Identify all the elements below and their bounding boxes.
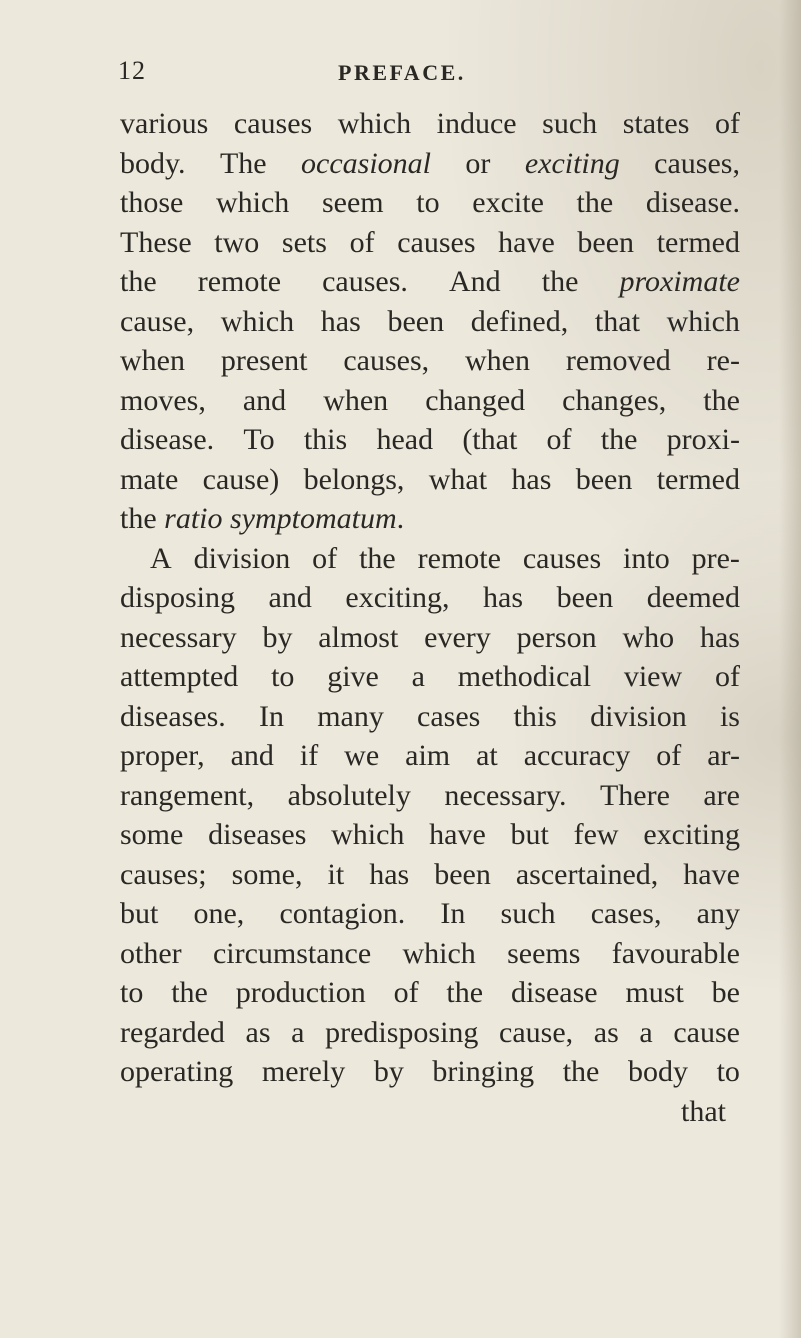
text-fragment: has — [320, 304, 361, 338]
text-fragment: some, — [231, 857, 303, 891]
text-fragment: been — [575, 462, 633, 496]
text-fragment: such — [542, 107, 598, 140]
text-fragment: ar- — [707, 739, 740, 772]
text-fragment: disease — [510, 976, 598, 1009]
text-line — [120, 499, 740, 539]
text-line — [120, 697, 740, 737]
text-fragment: the — [359, 541, 396, 575]
text-fragment: but — [120, 897, 159, 930]
text-fragment: when — [323, 383, 389, 417]
text-fragment: which — [337, 107, 412, 140]
text-fragment: as — [593, 1015, 619, 1049]
text-fragment: to — [716, 1055, 740, 1088]
text-fragment: and — [242, 383, 287, 417]
text-fragment: many — [317, 699, 384, 733]
text-fragment: moves, — [120, 383, 206, 417]
text-fragment: changed — [425, 383, 526, 417]
text-fragment: seems — [507, 936, 581, 970]
text-fragment: mate — [120, 462, 179, 496]
text-fragment: have — [498, 225, 555, 259]
text-fragment: has — [699, 620, 740, 654]
text-fragment: as — [245, 1015, 271, 1049]
text-fragment: be — [711, 976, 740, 1009]
text-fragment: give — [327, 660, 379, 693]
text-fragment: excite — [472, 186, 544, 219]
text-fragment: a — [639, 1015, 653, 1049]
text-fragment: exciting, — [345, 581, 450, 614]
text-fragment: termed — [656, 462, 740, 496]
italic-term-exciting: exciting — [524, 146, 620, 180]
text-fragment: of — [656, 739, 682, 772]
text-fragment: And — [448, 265, 501, 298]
text-fragment: but — [510, 818, 549, 851]
text-fragment: proper, — [120, 739, 205, 772]
text-fragment: cause, — [499, 1015, 574, 1049]
text-fragment: the — [600, 423, 638, 456]
text-fragment: necessary. — [444, 778, 567, 812]
text-fragment: contagion. — [279, 897, 406, 930]
text-fragment: cause — [673, 1015, 740, 1049]
text-fragment: must — [625, 976, 684, 1009]
text-fragment: has — [483, 581, 524, 614]
text-fragment: the — [562, 1055, 600, 1088]
page-number: 12 — [118, 56, 146, 85]
text-fragment: has — [511, 462, 552, 496]
running-head: PREFACE. — [338, 60, 466, 85]
italic-term-proximate: proximate — [619, 265, 740, 298]
text-fragment: cases, — [590, 897, 662, 930]
text-fragment: various — [120, 107, 209, 140]
text-fragment: other — [120, 936, 182, 970]
text-fragment: production — [235, 976, 366, 1009]
italic-term-occasional: occasional — [301, 146, 431, 180]
text-line — [120, 262, 740, 302]
text-fragment: we — [344, 739, 380, 772]
text-fragment: a — [411, 660, 425, 693]
text-line — [120, 578, 740, 618]
text-line — [120, 223, 740, 263]
text-fragment: any — [696, 897, 740, 930]
text-line — [120, 460, 740, 500]
text-fragment: causes — [522, 541, 602, 575]
text-fragment: aim — [405, 739, 451, 772]
text-fragment: disease. — [120, 423, 215, 456]
text-line — [120, 815, 740, 855]
text-line — [120, 183, 740, 223]
text-fragment: diseases — [208, 818, 307, 851]
text-fragment: one, — [193, 897, 245, 930]
text-fragment: belongs, — [303, 462, 405, 496]
text-fragment: of — [312, 541, 338, 575]
text-fragment: remote — [417, 541, 501, 575]
text-line — [120, 894, 740, 934]
text-fragment: the — [120, 502, 165, 535]
text-fragment: to — [120, 976, 144, 1009]
text-fragment: which — [331, 818, 405, 851]
text-fragment: operating — [120, 1055, 234, 1088]
text-fragment: states — [622, 107, 690, 140]
text-fragment: proxi- — [666, 423, 740, 456]
text-fragment: and — [268, 581, 312, 614]
text-fragment: The — [219, 146, 267, 180]
text-line — [120, 144, 740, 184]
text-fragment: of — [714, 107, 740, 140]
text-fragment: to — [271, 660, 295, 693]
text-fragment: causes. — [322, 265, 408, 298]
text-fragment: that — [594, 304, 640, 338]
text-fragment: a — [291, 1015, 305, 1049]
page-header — [0, 56, 801, 92]
text-fragment: or — [465, 146, 491, 180]
text-fragment: head — [376, 423, 434, 456]
text-fragment: ascertained, — [515, 857, 659, 891]
text-fragment: the — [446, 976, 484, 1009]
text-fragment: division — [193, 541, 291, 575]
text-fragment: at — [476, 739, 498, 772]
text-fragment: been — [556, 581, 614, 614]
text-fragment: those — [120, 186, 184, 219]
text-fragment: when — [120, 344, 185, 377]
text-fragment: seem — [321, 186, 384, 219]
text-fragment: pre- — [691, 541, 740, 575]
text-line — [120, 302, 740, 342]
text-fragment: rangement, — [120, 778, 255, 812]
text-fragment: To — [243, 423, 275, 456]
text-fragment: body — [627, 1055, 688, 1088]
text-fragment: view — [623, 660, 683, 693]
text-fragment: There — [599, 778, 670, 812]
text-fragment: remote — [197, 265, 282, 298]
text-fragment: this — [303, 423, 348, 456]
text-line — [120, 736, 740, 776]
text-fragment: necessary — [120, 620, 237, 654]
text-fragment: disposing — [120, 581, 236, 614]
text-fragment: of — [714, 660, 740, 693]
text-fragment: of — [546, 423, 572, 456]
body-text — [120, 104, 740, 1131]
page-edge-shadow — [779, 0, 801, 1338]
text-fragment: body. — [120, 146, 186, 180]
text-fragment: which — [666, 304, 740, 338]
text-fragment: have — [429, 818, 486, 851]
text-fragment: These — [120, 225, 192, 259]
text-fragment: the — [171, 976, 208, 1009]
text-fragment: of — [393, 976, 419, 1009]
text-fragment: favourable — [611, 936, 740, 970]
text-line — [120, 934, 740, 974]
text-fragment: deemed — [646, 581, 740, 614]
text-line — [120, 104, 740, 144]
text-fragment: cases — [417, 699, 481, 733]
text-fragment: In — [259, 699, 284, 733]
text-fragment: cause, — [120, 304, 195, 338]
italic-term-ratio-symptomatum: ratio symptomatum — [164, 502, 397, 535]
text-fragment: when — [465, 344, 530, 377]
text-fragment: which — [402, 936, 476, 970]
text-fragment: regarded — [120, 1015, 225, 1049]
text-fragment: been — [434, 857, 491, 891]
text-fragment: causes — [397, 225, 476, 259]
catchword — [120, 1092, 740, 1132]
text-line — [120, 855, 740, 895]
text-fragment: and — [230, 739, 274, 772]
text-fragment: causes — [233, 107, 313, 140]
text-fragment: by — [262, 620, 293, 654]
text-line — [120, 657, 740, 697]
text-fragment: if — [299, 739, 319, 772]
text-line — [120, 776, 740, 816]
text-fragment: what — [428, 462, 488, 496]
text-fragment: bringing — [432, 1055, 535, 1088]
text-fragment: by — [373, 1055, 404, 1088]
text-fragment: of — [349, 225, 375, 259]
text-line — [120, 341, 740, 381]
text-fragment: few — [573, 818, 619, 851]
text-fragment: the — [576, 186, 614, 219]
text-fragment: removed — [565, 344, 671, 377]
text-fragment: . — [396, 502, 405, 535]
text-line — [120, 618, 740, 658]
text-fragment: been — [387, 304, 445, 338]
text-fragment: who — [622, 620, 675, 654]
text-fragment: termed — [656, 225, 740, 259]
text-fragment: been — [577, 225, 635, 259]
text-fragment: causes, — [654, 146, 740, 180]
text-fragment: this — [513, 699, 557, 733]
text-fragment: absolutely — [287, 778, 411, 812]
text-fragment: present — [220, 344, 308, 377]
text-fragment: to — [416, 186, 440, 219]
text-fragment: sets — [281, 225, 327, 259]
text-fragment: exciting — [643, 818, 740, 851]
text-fragment: merely — [261, 1055, 346, 1088]
text-fragment: every — [424, 620, 491, 654]
text-fragment: defined, — [470, 304, 569, 338]
text-fragment: causes, — [343, 344, 430, 377]
text-fragment: division — [590, 699, 687, 733]
text-fragment: induce — [436, 107, 517, 140]
text-fragment: cause) — [202, 462, 280, 496]
text-fragment: some — [120, 818, 184, 851]
text-fragment: A — [150, 541, 172, 575]
text-fragment: the — [541, 265, 579, 298]
text-fragment: almost — [318, 620, 399, 654]
text-fragment: re- — [706, 344, 740, 377]
text-fragment: is — [719, 699, 740, 733]
text-line — [120, 420, 740, 460]
text-fragment: has — [369, 857, 410, 891]
text-line — [120, 1013, 740, 1053]
text-fragment: accuracy — [523, 739, 631, 772]
text-fragment: into — [623, 541, 670, 575]
text-fragment: disease. — [645, 186, 740, 219]
text-line — [120, 1052, 740, 1092]
text-fragment: two — [214, 225, 260, 259]
text-line — [120, 381, 740, 421]
text-fragment: changes, — [562, 383, 667, 417]
text-fragment: the — [703, 383, 740, 417]
text-fragment: diseases. — [120, 699, 226, 733]
text-fragment: the — [120, 265, 157, 298]
text-fragment: attempted — [120, 660, 239, 693]
text-fragment: predisposing — [325, 1015, 479, 1049]
text-fragment: (that — [462, 423, 518, 456]
text-fragment: have — [683, 857, 740, 891]
text-fragment: such — [500, 897, 556, 930]
text-fragment: are — [703, 778, 740, 812]
text-fragment: methodical — [457, 660, 592, 693]
text-fragment: which — [220, 304, 295, 338]
text-fragment: which — [215, 186, 290, 219]
text-fragment: causes; — [120, 857, 207, 891]
text-fragment: it — [327, 857, 345, 891]
text-fragment: circumstance — [212, 936, 372, 970]
text-line — [120, 973, 740, 1013]
text-fragment: person — [516, 620, 597, 654]
text-fragment: In — [440, 897, 466, 930]
catchword-text: that — [681, 1094, 726, 1128]
paragraph-start-line — [120, 539, 740, 579]
